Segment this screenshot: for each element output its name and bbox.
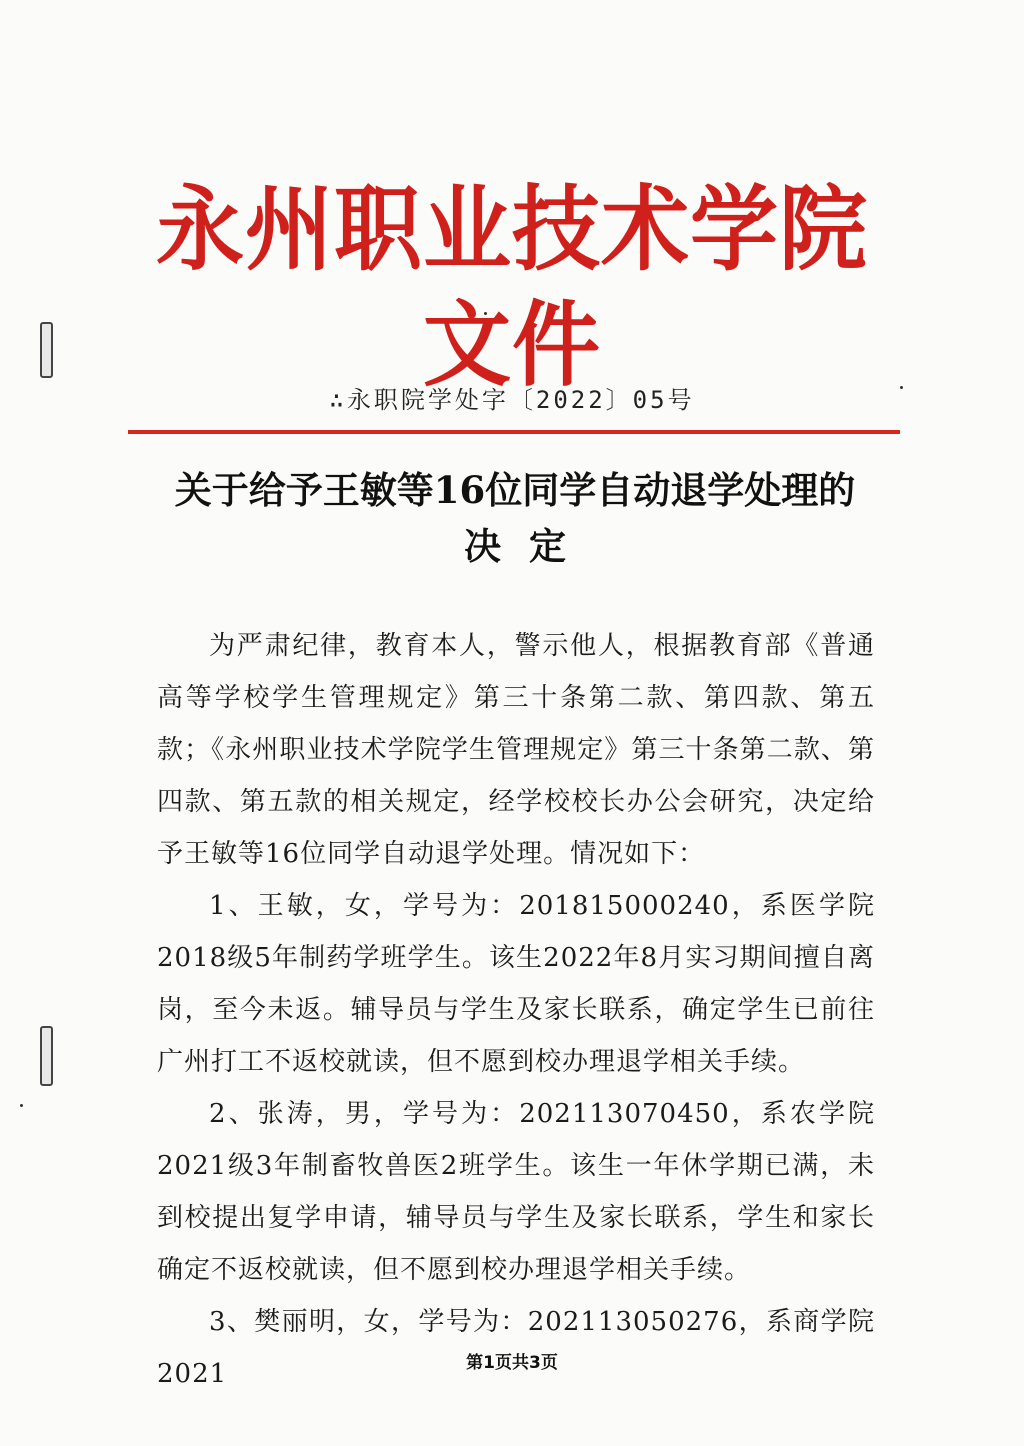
body-paragraph-intro: 为严肃纪律，教育本人，警示他人，根据教育部《普通高等学校学生管理规定》第三十条第二款、第四款、第五款；《永州职业技术学院学生管理规定》第三十条第二款、第四款、第五款的相关规定，经学校校长办公会研究，决定给予王敏等16位同学自动退学处理。情况如下： — [157, 631, 875, 869]
document-title — [130, 462, 900, 574]
staple-mark-bottom — [40, 1026, 53, 1086]
title-line-1: 关于给予王敏等16位同学自动退学处理的 — [174, 468, 856, 512]
red-header-rule — [128, 430, 900, 434]
document-number: ∴永职院学处字〔2022〕05号 — [329, 386, 695, 414]
body-paragraph-item-2: 2、张涛，男，学号为：202113070450，系农学院2021级3年制畜牧兽医2班学生。该生一年休学期已满，未到校提出复学申请，辅导员与学生及家长联系，学生和家长确定不返校就读，但不愿到校办理退学相关手续。 — [157, 1099, 875, 1285]
page-footer: 第1页共3页 — [466, 1353, 558, 1373]
body-paragraph-item-3: 3、樊丽明，女，学号为：202113050276，系商学院2021 — [157, 1307, 875, 1389]
scan-speck — [20, 1104, 23, 1107]
body-paragraph-item-1: 1、王敏，女，学号为：201815000240，系医学院2018级5年制药学班学生。该生2022年8月实习期间擅自离岗，至今未返。辅导员与学生及家长联系，确定学生已前往广州打工不返校就读，但不愿到校办理退学相关手续。 — [157, 891, 875, 1077]
title-line-2: 决定 — [464, 524, 594, 568]
document-body — [157, 620, 875, 1400]
staple-mark-top — [40, 322, 53, 378]
document-masthead: 永州职业技术学院文件 — [155, 175, 868, 400]
